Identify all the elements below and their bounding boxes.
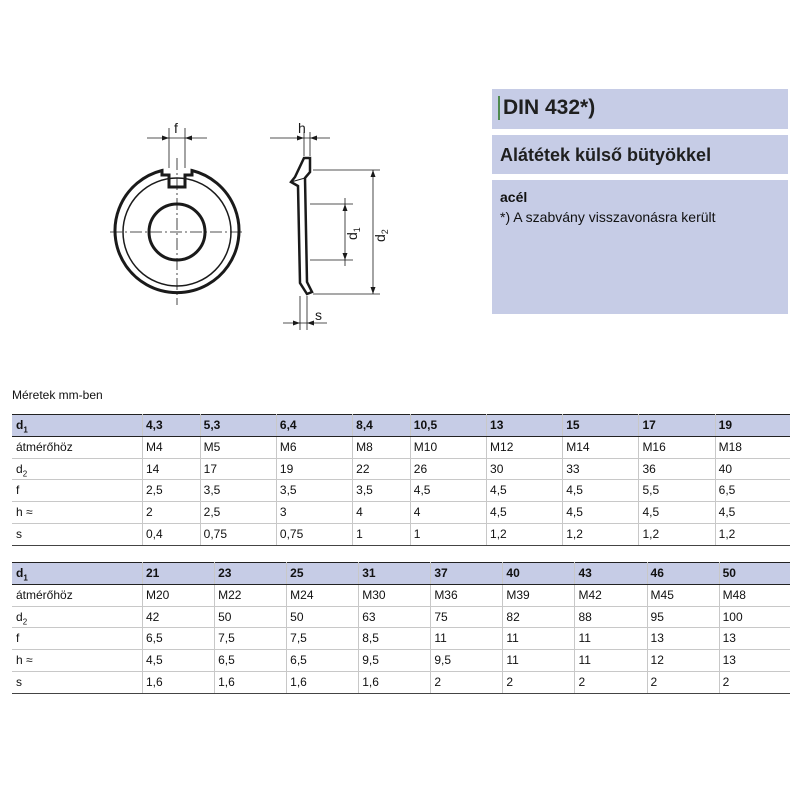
row-d1 bbox=[12, 415, 790, 437]
row-label-s bbox=[12, 523, 143, 545]
cell-atmerohoz: M14 bbox=[563, 436, 639, 458]
cell-f: 7,5 bbox=[287, 628, 359, 650]
row-label-text: d bbox=[16, 566, 24, 580]
cell-s: 1,6 bbox=[143, 671, 215, 693]
cell-s: 1,6 bbox=[287, 671, 359, 693]
row-f bbox=[12, 628, 790, 650]
cell-f: 11 bbox=[431, 628, 503, 650]
cell-s: 0,75 bbox=[276, 523, 352, 545]
row-atmerohoz bbox=[12, 436, 790, 458]
cell-d2: 33 bbox=[563, 458, 639, 480]
cell-h: 4 bbox=[410, 502, 486, 524]
cell-h: 11 bbox=[503, 650, 575, 672]
units-caption: Méretek mm-ben bbox=[12, 388, 103, 402]
cell-d2: 22 bbox=[353, 458, 411, 480]
cell-d2: 14 bbox=[143, 458, 201, 480]
cell-s: 1,2 bbox=[639, 523, 715, 545]
row-label-s bbox=[12, 671, 143, 693]
cell-d2: 30 bbox=[487, 458, 563, 480]
cell-d2: 100 bbox=[719, 606, 790, 628]
row-label-atmerohoz bbox=[12, 436, 143, 458]
cell-d1: 15 bbox=[563, 415, 639, 437]
cell-atmerohoz: M16 bbox=[639, 436, 715, 458]
cell-s: 2 bbox=[575, 671, 647, 693]
cell-d2: 63 bbox=[359, 606, 431, 628]
cell-d2: 50 bbox=[287, 606, 359, 628]
cell-d1: 40 bbox=[503, 563, 575, 585]
cell-h: 4,5 bbox=[639, 502, 715, 524]
washer-side-profile bbox=[291, 158, 312, 294]
cell-d1: 31 bbox=[359, 563, 431, 585]
cell-h: 4,5 bbox=[487, 502, 563, 524]
cell-s: 1,2 bbox=[563, 523, 639, 545]
cell-f: 7,5 bbox=[215, 628, 287, 650]
row-d2 bbox=[12, 606, 790, 628]
cell-h: 13 bbox=[719, 650, 790, 672]
row-label-text: átmérőhöz bbox=[16, 439, 73, 454]
label-d1-sub: 1 bbox=[352, 227, 362, 233]
cell-atmerohoz: M22 bbox=[215, 584, 287, 606]
cell-s: 0,4 bbox=[143, 523, 201, 545]
cell-d1: 13 bbox=[487, 415, 563, 437]
cell-atmerohoz: M12 bbox=[487, 436, 563, 458]
cell-d1: 17 bbox=[639, 415, 715, 437]
cell-d2: 95 bbox=[647, 606, 719, 628]
cell-h: 9,5 bbox=[431, 650, 503, 672]
cell-h: 3 bbox=[276, 502, 352, 524]
cell-d2: 88 bbox=[575, 606, 647, 628]
cell-s: 1,6 bbox=[215, 671, 287, 693]
cell-s: 1,2 bbox=[487, 523, 563, 545]
cell-atmerohoz: M10 bbox=[410, 436, 486, 458]
cell-f: 2,5 bbox=[143, 480, 201, 502]
label-h: h bbox=[298, 120, 306, 136]
cell-atmerohoz: M20 bbox=[143, 584, 215, 606]
cell-d1: 19 bbox=[715, 415, 790, 437]
product-name: Alátétek külső bütyökkel bbox=[500, 145, 712, 165]
info-box bbox=[492, 180, 788, 314]
cell-s: 1,6 bbox=[359, 671, 431, 693]
withdrawal-note: *) A szabvány visszavonásra került bbox=[500, 209, 716, 225]
row-label-text: s bbox=[16, 526, 22, 541]
row-label-subscript: 1 bbox=[23, 573, 28, 583]
dimension-table-2 bbox=[12, 562, 790, 694]
cell-atmerohoz: M39 bbox=[503, 584, 575, 606]
cell-f: 3,5 bbox=[200, 480, 276, 502]
cell-d1: 5,3 bbox=[200, 415, 276, 437]
cell-d2: 17 bbox=[200, 458, 276, 480]
product-name-box bbox=[492, 135, 788, 174]
cell-h: 6,5 bbox=[215, 650, 287, 672]
row-label-d2 bbox=[12, 606, 143, 628]
cell-d1: 8,4 bbox=[353, 415, 411, 437]
cell-s: 2 bbox=[647, 671, 719, 693]
row-d1 bbox=[12, 563, 790, 585]
cell-atmerohoz: M42 bbox=[575, 584, 647, 606]
cell-h: 4 bbox=[353, 502, 411, 524]
cell-h: 11 bbox=[575, 650, 647, 672]
row-d2 bbox=[12, 458, 790, 480]
cell-d1: 37 bbox=[431, 563, 503, 585]
label-d1: d bbox=[344, 232, 360, 240]
cell-s: 2 bbox=[503, 671, 575, 693]
cell-d1: 23 bbox=[215, 563, 287, 585]
standard-title: DIN 432*) bbox=[498, 96, 595, 120]
cell-s: 2 bbox=[719, 671, 790, 693]
row-label-atmerohoz bbox=[12, 584, 143, 606]
cell-f: 11 bbox=[575, 628, 647, 650]
row-label-text: h ≈ bbox=[16, 653, 33, 668]
cell-h: 12 bbox=[647, 650, 719, 672]
cell-d1: 43 bbox=[575, 563, 647, 585]
cell-f: 5,5 bbox=[639, 480, 715, 502]
cell-s: 2 bbox=[431, 671, 503, 693]
row-label-text: f bbox=[16, 631, 20, 646]
cell-s: 1 bbox=[353, 523, 411, 545]
row-f bbox=[12, 480, 790, 502]
row-label-h bbox=[12, 502, 143, 524]
cell-atmerohoz: M45 bbox=[647, 584, 719, 606]
cell-d1: 25 bbox=[287, 563, 359, 585]
cell-d2: 50 bbox=[215, 606, 287, 628]
cell-d1: 50 bbox=[719, 563, 790, 585]
row-label-subscript: 1 bbox=[23, 425, 28, 435]
cell-f: 3,5 bbox=[353, 480, 411, 502]
washer-technical-drawing bbox=[95, 120, 395, 335]
cell-f: 3,5 bbox=[276, 480, 352, 502]
row-label-d2 bbox=[12, 458, 143, 480]
cell-d1: 46 bbox=[647, 563, 719, 585]
cell-f: 13 bbox=[719, 628, 790, 650]
cell-atmerohoz: M24 bbox=[287, 584, 359, 606]
row-label-subscript: 2 bbox=[22, 468, 28, 478]
cell-d2: 42 bbox=[143, 606, 215, 628]
row-s bbox=[12, 523, 790, 545]
cell-d1: 21 bbox=[143, 563, 215, 585]
cell-h: 6,5 bbox=[287, 650, 359, 672]
row-label-f bbox=[12, 628, 143, 650]
svg-text:d2 bbox=[372, 229, 390, 242]
cell-d2: 82 bbox=[503, 606, 575, 628]
cell-d2: 36 bbox=[639, 458, 715, 480]
row-label-text: d bbox=[16, 609, 23, 624]
cell-atmerohoz: M36 bbox=[431, 584, 503, 606]
row-label-subscript: 2 bbox=[22, 616, 28, 626]
row-label-text: d bbox=[16, 461, 23, 476]
cell-h: 2 bbox=[143, 502, 201, 524]
row-label-text: s bbox=[16, 674, 22, 689]
cell-atmerohoz: M4 bbox=[143, 436, 201, 458]
cell-f: 6,5 bbox=[715, 480, 790, 502]
cell-f: 4,5 bbox=[410, 480, 486, 502]
label-f: f bbox=[174, 120, 178, 136]
cell-atmerohoz: M8 bbox=[353, 436, 411, 458]
row-s bbox=[12, 671, 790, 693]
cell-f: 4,5 bbox=[563, 480, 639, 502]
cell-h: 2,5 bbox=[200, 502, 276, 524]
cell-d1: 4,3 bbox=[143, 415, 201, 437]
row-label-d1 bbox=[12, 415, 143, 437]
cell-atmerohoz: M6 bbox=[276, 436, 352, 458]
label-s: s bbox=[315, 307, 322, 323]
cell-d1: 6,4 bbox=[276, 415, 352, 437]
cell-atmerohoz: M18 bbox=[715, 436, 790, 458]
row-label-text: átmérőhöz bbox=[16, 587, 73, 602]
row-label-text: d bbox=[16, 418, 24, 432]
cell-f: 4,5 bbox=[487, 480, 563, 502]
row-label-f bbox=[12, 480, 143, 502]
row-h bbox=[12, 502, 790, 524]
cell-d1: 10,5 bbox=[410, 415, 486, 437]
row-label-h bbox=[12, 650, 143, 672]
cell-s: 0,75 bbox=[200, 523, 276, 545]
cell-h: 9,5 bbox=[359, 650, 431, 672]
cell-h: 4,5 bbox=[143, 650, 215, 672]
dimension-table-1 bbox=[12, 414, 790, 546]
cell-s: 1,2 bbox=[715, 523, 790, 545]
cell-d2: 26 bbox=[410, 458, 486, 480]
cell-atmerohoz: M5 bbox=[200, 436, 276, 458]
cell-f: 8,5 bbox=[359, 628, 431, 650]
cell-atmerohoz: M48 bbox=[719, 584, 790, 606]
cell-f: 6,5 bbox=[143, 628, 215, 650]
cell-d2: 75 bbox=[431, 606, 503, 628]
row-h bbox=[12, 650, 790, 672]
row-label-text: f bbox=[16, 483, 20, 498]
cell-f: 13 bbox=[647, 628, 719, 650]
label-d2: d bbox=[372, 234, 388, 242]
row-label-d1 bbox=[12, 563, 143, 585]
material-label: acél bbox=[500, 189, 528, 205]
cell-h: 4,5 bbox=[715, 502, 790, 524]
standard-box bbox=[492, 89, 788, 129]
cell-d2: 19 bbox=[276, 458, 352, 480]
cell-d2: 40 bbox=[715, 458, 790, 480]
cell-f: 11 bbox=[503, 628, 575, 650]
cell-s: 1 bbox=[410, 523, 486, 545]
svg-text:d1 bbox=[344, 227, 362, 240]
row-label-text: h ≈ bbox=[16, 505, 33, 520]
cell-h: 4,5 bbox=[563, 502, 639, 524]
cell-atmerohoz: M30 bbox=[359, 584, 431, 606]
label-d2-sub: 2 bbox=[380, 229, 390, 235]
row-atmerohoz bbox=[12, 584, 790, 606]
